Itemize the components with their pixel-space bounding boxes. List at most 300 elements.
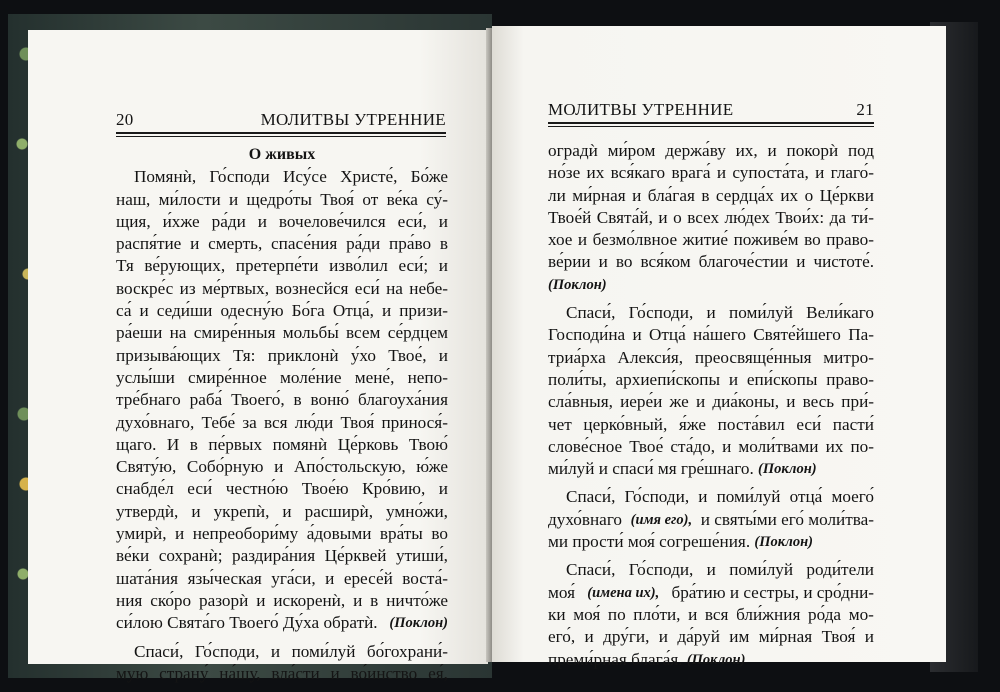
word: Бо́же: [410, 167, 448, 187]
word: их: [780, 185, 799, 205]
word: всех: [687, 207, 720, 227]
word: Алекси́я,: [617, 347, 684, 367]
word: вознесйся: [275, 278, 349, 298]
word: а́довыми: [306, 524, 372, 544]
word: воста́-: [402, 568, 448, 588]
text-line: [116, 211, 448, 233]
word: Собо́рную: [186, 457, 264, 477]
word: непо-: [407, 367, 448, 387]
word: о: [673, 207, 682, 227]
text-line: [116, 545, 448, 567]
word: в: [439, 234, 448, 254]
word: ве́ка: [386, 189, 418, 209]
word: Твоего́,: [231, 390, 285, 410]
word: принося́-: [381, 412, 448, 432]
word: Тя:: [232, 345, 256, 365]
text-line-with-note: [548, 458, 874, 480]
text-line: [116, 166, 448, 188]
word: спасе́ния: [271, 234, 338, 254]
word: ме́ртвых,: [202, 278, 269, 298]
word: ки: [548, 604, 566, 624]
word: врага́: [671, 163, 711, 183]
word: право-: [826, 230, 874, 250]
word: ти́-: [851, 207, 874, 227]
word: и: [438, 211, 448, 231]
word: смире́нныя: [193, 323, 276, 343]
word: ми́ром: [607, 141, 656, 160]
word: лю́ди: [294, 412, 334, 432]
word: бо́гохрани́-: [366, 641, 448, 661]
word: поми́луй: [716, 487, 781, 507]
word: митро-: [823, 347, 874, 367]
word: и: [698, 487, 708, 507]
word: Бо́га: [291, 301, 325, 321]
word: пасти́: [832, 414, 874, 434]
word: и: [282, 501, 292, 521]
word: вла́сти: [271, 663, 320, 683]
word: моего́: [831, 487, 874, 507]
word: вся́каго: [610, 163, 666, 183]
text-line: [116, 641, 448, 663]
word: во́инство: [350, 663, 418, 683]
text-line: [116, 278, 448, 300]
word: ю́же: [416, 457, 448, 477]
page-number: 21: [856, 100, 874, 119]
word: чет: [548, 414, 572, 434]
word: супоста́та,: [732, 163, 809, 183]
word: честно́ю: [225, 479, 289, 499]
word: их,: [735, 141, 758, 160]
word: в: [293, 390, 302, 410]
word: пе́рвых: [208, 434, 263, 454]
word: о: [804, 185, 814, 205]
word: Ису́се: [282, 167, 327, 187]
word: благоуха́ния: [358, 390, 448, 410]
word: ве́ки: [116, 546, 150, 566]
right-page-text: [548, 140, 874, 671]
word: поста́вил: [717, 414, 785, 434]
word: язы́ческая: [187, 568, 262, 588]
word: и: [353, 590, 363, 610]
word: услы́ши: [116, 367, 175, 387]
text-line: [116, 412, 448, 434]
word: Це́рквей: [324, 546, 387, 566]
word: наш,: [116, 189, 151, 209]
text-fragment: бра́тию и сестры, и сро́дни-: [671, 582, 874, 602]
word: призыва́ющих: [116, 345, 221, 365]
word: на́шего: [693, 325, 746, 345]
word: расширѝ,: [304, 501, 373, 521]
word: во: [615, 252, 633, 272]
word: лю́дех: [724, 207, 770, 227]
word: в: [189, 434, 198, 454]
word: и: [767, 141, 777, 160]
text-line: [116, 322, 448, 344]
word: да́руй: [677, 627, 720, 647]
text-line: [116, 456, 448, 478]
header-rule: [116, 132, 446, 134]
word: уга́си,: [271, 568, 316, 588]
text-line: [548, 162, 874, 184]
word: раба́: [189, 390, 223, 410]
word: щедро́ты: [246, 189, 312, 209]
word: сла́вныя,: [548, 392, 613, 412]
word: тре́бнаго: [116, 390, 181, 410]
text-line-with-note: [548, 649, 874, 671]
word: Па-: [848, 325, 874, 345]
word: диа́коны,: [712, 392, 780, 412]
word: и: [658, 207, 668, 227]
word: Твое́: [629, 436, 664, 456]
word: призи-: [399, 301, 448, 321]
word: моле́ние: [280, 367, 342, 387]
prostration-note: (Поклон): [754, 534, 813, 551]
right-page: [492, 26, 946, 669]
word: вся: [704, 604, 729, 624]
right-page-header: [548, 100, 874, 120]
word: за: [242, 412, 257, 432]
word: Святе́йшего: [753, 325, 841, 345]
word: преосвяще́нныя: [694, 347, 812, 367]
word: И: [166, 434, 180, 454]
word: утиши́,: [395, 546, 448, 566]
word: Христе́,: [340, 167, 398, 187]
word: Вели́каго: [806, 303, 874, 323]
word: шата́ния: [116, 568, 179, 588]
word: от: [362, 189, 379, 209]
word: Спаси́,: [566, 303, 616, 323]
text-line: [116, 255, 448, 277]
word: ересе́й: [343, 568, 393, 588]
word: всем: [346, 323, 381, 343]
word: смерть,: [208, 234, 263, 254]
word: на: [169, 323, 187, 343]
text-line: [116, 590, 448, 612]
word: мую: [116, 663, 149, 683]
word: и: [695, 392, 706, 412]
text-fragment: преми́рная блага́я.: [548, 649, 683, 669]
word: его́,: [548, 627, 576, 647]
page-number: 20: [116, 110, 134, 129]
word: поли́ты,: [548, 369, 607, 389]
header-rule-thin: [116, 136, 446, 137]
word: одесну́ю: [220, 301, 284, 321]
word: весь: [802, 392, 835, 412]
word: но́зе: [548, 163, 581, 183]
word: и: [175, 524, 185, 544]
word: Свята́й,: [596, 207, 653, 227]
text-line: [548, 369, 874, 391]
word: щия,: [116, 211, 151, 231]
text-line: [548, 347, 874, 369]
prostration-note: (Поклон): [758, 461, 817, 478]
word: на́шу,: [219, 663, 261, 683]
word: приклонѝ: [267, 345, 339, 365]
word: и: [325, 568, 335, 588]
word: непреобори́му: [192, 524, 299, 544]
prostration-note: (Поклон): [389, 615, 448, 632]
word: страну́: [159, 663, 209, 683]
word: еси́: [796, 414, 822, 434]
word: Твое́ю: [301, 479, 349, 499]
word: бла́гая: [647, 185, 695, 205]
text-line: [548, 140, 874, 162]
word: и: [815, 163, 825, 183]
text-line: [548, 251, 874, 273]
word: по-: [850, 436, 874, 456]
word: умирѝ,: [116, 524, 167, 544]
word: и: [584, 627, 594, 647]
word: распя́тие: [116, 234, 182, 254]
word: утвердѝ,: [116, 501, 179, 521]
word: же: [669, 392, 689, 412]
word: ли: [548, 185, 566, 205]
word: в: [701, 185, 710, 205]
word: раздира́ния: [231, 546, 316, 566]
word: и: [438, 345, 448, 365]
text-line: [116, 345, 448, 367]
word: воню́: [310, 390, 350, 410]
word: сердца́х: [715, 185, 774, 205]
word: благоче́стии: [698, 252, 789, 272]
word: ра́ди: [211, 211, 246, 231]
word: отца́: [789, 487, 823, 507]
word: епи́скопы: [746, 369, 818, 389]
word: Твои́х:: [775, 207, 825, 227]
text-line: [548, 324, 874, 346]
word: и: [632, 325, 642, 345]
text-line: [548, 185, 874, 207]
word: Го́споди: [209, 167, 270, 187]
word: и: [257, 211, 267, 231]
text-line: [116, 523, 448, 545]
word: се́рдцем: [387, 323, 448, 343]
word: дру́ги,: [603, 627, 650, 647]
section-title: О живых: [248, 146, 316, 163]
word: претерпе́ти: [235, 256, 319, 276]
word: и: [381, 301, 392, 321]
text-line: [116, 478, 448, 500]
text-line: [548, 207, 874, 229]
text-line: [116, 501, 448, 523]
text-line: [116, 189, 448, 211]
word: моя́: [573, 604, 601, 624]
word: и: [722, 436, 732, 456]
word: и: [270, 641, 281, 661]
word: пра́во: [389, 234, 432, 254]
word: Твоя́: [320, 189, 355, 209]
text-fragment: моя́: [548, 582, 576, 602]
word: и́хже: [162, 211, 200, 231]
word: Спаси́,: [566, 560, 616, 580]
word: ра́ди: [346, 234, 381, 254]
word: умно́жи,: [386, 501, 448, 521]
word: иере́и: [620, 392, 663, 412]
word: Твое́й: [548, 207, 592, 227]
text-line-with-note: [116, 612, 448, 634]
word: триа́рха: [548, 347, 606, 367]
word: и: [256, 590, 266, 610]
word: вра́ты: [379, 524, 423, 544]
word: их: [586, 163, 605, 183]
text-line: [548, 486, 874, 508]
word: ве́рующих,: [144, 256, 226, 276]
word: и: [716, 163, 727, 183]
word: седи́ши: [156, 301, 213, 321]
word: при́-: [841, 392, 874, 412]
left-page-header: [116, 110, 446, 130]
word: Го́споди,: [194, 641, 260, 661]
name-placeholder-note: (имя его),: [630, 511, 693, 528]
word: су́-: [426, 189, 448, 209]
name-placeholder-note: (имена их),: [587, 584, 660, 601]
word: Го́споди,: [628, 303, 694, 323]
text-line: [116, 568, 448, 590]
text-line: [116, 300, 448, 322]
word: еси́: [354, 278, 380, 298]
word: Спаси́,: [566, 487, 616, 507]
word: ве́рии: [548, 252, 591, 272]
word: Тя: [116, 256, 134, 276]
word: вочелове́чился: [278, 211, 386, 231]
word: Отца́: [648, 325, 686, 345]
left-page-text: [116, 144, 448, 685]
word: Отца́,: [332, 301, 374, 321]
prostration-note: (Поклон): [548, 276, 607, 293]
word: са́: [116, 301, 132, 321]
text-fragment: си́лою Свята́го Твоего́ Ду́ха обратѝ.: [116, 613, 378, 633]
prostration-note: (Поклон): [686, 651, 746, 668]
word: вся́ком: [640, 252, 691, 272]
word: ро́да: [808, 604, 842, 624]
word: и: [786, 392, 796, 412]
word: ми́рная: [758, 627, 813, 647]
word: ничто́же: [386, 590, 448, 610]
text-line: [548, 391, 874, 413]
word: ско́ро: [150, 590, 192, 610]
word: ра́еши: [116, 323, 163, 343]
word: Помянѝ,: [134, 167, 197, 187]
word: вся: [263, 412, 288, 432]
word: изво́лил: [329, 256, 388, 276]
word: еси́,: [397, 211, 427, 231]
word: и: [274, 457, 284, 477]
word: и: [728, 369, 739, 389]
word: их: [825, 436, 844, 456]
word: небе-: [409, 278, 448, 298]
word: сохранѝ;: [158, 546, 223, 566]
left-page: [28, 30, 488, 683]
word: в: [370, 590, 379, 610]
word: Апо́стольскую,: [293, 457, 406, 477]
word: и: [191, 501, 201, 521]
word: пло́ти,: [633, 604, 681, 624]
word: и: [190, 234, 200, 254]
word: и: [706, 303, 716, 323]
word: искоренѝ,: [273, 590, 346, 610]
text-fragment: духо́внаго: [548, 509, 623, 529]
word: церко́вный,: [583, 414, 668, 434]
running-title: МОЛИТВЫ УТРЕННИЕ: [260, 110, 446, 129]
text-line: [116, 663, 448, 685]
word: житие́: [682, 230, 729, 250]
word: еси́: [187, 479, 213, 499]
word: держа́ву: [665, 141, 726, 160]
word: оградѝ: [548, 141, 598, 160]
word: поми́луй: [291, 641, 356, 661]
text-line: [548, 604, 874, 626]
word: и: [330, 663, 340, 683]
word: ми́лости: [158, 189, 221, 209]
word: и: [598, 252, 608, 272]
word: моли́твами: [738, 436, 819, 456]
word: Твое́,: [388, 345, 427, 365]
word: воскре́с: [116, 278, 174, 298]
word: и: [796, 252, 806, 272]
word: помянѝ: [272, 434, 328, 454]
word: Твоя́: [821, 627, 856, 647]
word: по: [607, 604, 626, 624]
word: и: [577, 230, 588, 250]
word: бли́жния: [736, 604, 801, 624]
word: поми́луй: [729, 303, 793, 323]
text-line: [548, 414, 874, 436]
header-rule: [548, 122, 874, 124]
text-line: [548, 229, 874, 251]
word: мо-: [848, 604, 874, 624]
note-line: [548, 274, 874, 296]
word: поми́луй: [729, 560, 794, 580]
word: и: [438, 479, 448, 499]
word: Твоя́: [340, 412, 375, 432]
word: Це́рковь: [337, 434, 399, 454]
word: роди́тели: [806, 560, 874, 580]
word: безмо́лвное: [592, 230, 678, 250]
word: я́же: [678, 414, 707, 434]
text-line: [548, 559, 874, 581]
text-fragment: и святы́ми его́ моли́тва-: [700, 509, 874, 529]
word: из: [179, 278, 196, 298]
word: чистоте́.: [813, 252, 874, 272]
word: и: [658, 627, 668, 647]
word: ста́до,: [670, 436, 715, 456]
word: во: [431, 524, 448, 544]
text-line: [548, 436, 874, 458]
word: и: [632, 185, 642, 205]
word: Спаси́,: [134, 641, 184, 661]
header-rule-thin: [548, 126, 874, 127]
word: смире́нное: [188, 367, 267, 387]
text-line: [116, 389, 448, 411]
word: ея́,: [428, 663, 448, 683]
word: и: [864, 627, 874, 647]
word: ния: [116, 590, 143, 610]
text-fragment: ми прости́ моя́ согреше́ния.: [548, 532, 751, 552]
word: во: [804, 230, 821, 250]
word: поживе́м: [733, 230, 799, 250]
word: и: [706, 560, 716, 580]
word: право-: [826, 369, 874, 389]
word: им: [729, 627, 750, 647]
word: ми́рная: [572, 185, 626, 205]
text-line: [548, 302, 874, 324]
word: Го́споди,: [624, 487, 690, 507]
word: Кро́вию,: [362, 479, 426, 499]
text-line: [116, 434, 448, 456]
word: духо́внаго,: [116, 412, 195, 432]
word: и: [229, 189, 239, 209]
word: и: [438, 256, 448, 276]
